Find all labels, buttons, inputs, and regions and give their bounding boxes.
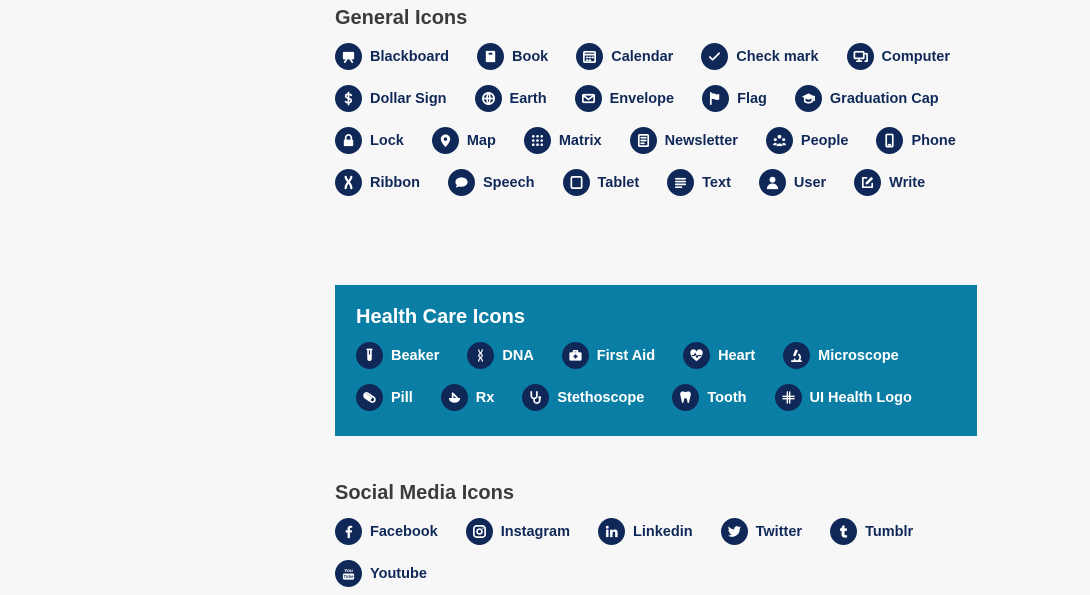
icon-link-pill[interactable] xyxy=(356,384,413,411)
icon-label: Rx xyxy=(475,389,495,406)
envelope-icon xyxy=(575,85,602,112)
icon-link-tumblr[interactable] xyxy=(830,518,913,545)
beaker-icon xyxy=(356,342,383,369)
social-media-icons-grid xyxy=(335,518,995,587)
icon-link-book[interactable] xyxy=(477,43,548,70)
speech-bubble-icon xyxy=(448,169,475,196)
icon-label: Youtube xyxy=(370,565,427,582)
icon-label: Twitter xyxy=(755,523,803,540)
icon-link-user[interactable] xyxy=(759,169,826,196)
icon-link-beaker[interactable] xyxy=(356,342,439,369)
earth-icon xyxy=(475,85,502,112)
icon-label: Instagram xyxy=(500,523,570,540)
check-mark-icon xyxy=(701,43,728,70)
icon-label: UI Health Logo xyxy=(809,389,912,406)
general-icons-heading: General Icons xyxy=(335,7,468,29)
icon-link-tablet[interactable] xyxy=(563,169,640,196)
tablet-icon xyxy=(563,169,590,196)
linkedin-icon xyxy=(598,518,625,545)
icon-label: Blackboard xyxy=(370,48,449,65)
icon-link-facebook[interactable] xyxy=(335,518,438,545)
icon-link-dollar-sign[interactable] xyxy=(335,85,447,112)
youtube-icon xyxy=(335,560,362,587)
tooth-icon xyxy=(672,384,699,411)
icon-link-matrix[interactable] xyxy=(524,127,602,154)
icon-label: Beaker xyxy=(391,347,440,364)
svg-text:You: You xyxy=(344,569,353,575)
icon-link-earth[interactable] xyxy=(475,85,547,112)
stethoscope-icon xyxy=(522,384,549,411)
icon-link-computer[interactable] xyxy=(847,43,950,70)
icon-link-ribbon[interactable] xyxy=(335,169,420,196)
icon-label: Map xyxy=(466,132,496,149)
icon-label: People xyxy=(800,132,849,149)
icon-link-tooth[interactable] xyxy=(672,384,746,411)
instagram-icon xyxy=(466,518,493,545)
icon-label: Computer xyxy=(881,48,950,65)
icon-label: Phone xyxy=(911,132,956,149)
icon-link-blackboard[interactable] xyxy=(335,43,449,70)
icon-link-lock[interactable] xyxy=(335,127,404,154)
microscope-icon xyxy=(783,342,810,369)
icon-label: Speech xyxy=(482,174,535,191)
general-icons-grid xyxy=(335,43,995,196)
icon-link-calendar[interactable] xyxy=(576,43,673,70)
icon-label: Ribbon xyxy=(370,174,420,191)
icon-link-envelope[interactable] xyxy=(575,85,674,112)
user-icon xyxy=(759,169,786,196)
icon-link-ui-health-logo[interactable] xyxy=(775,384,912,411)
newsletter-icon xyxy=(630,127,657,154)
icon-label: Book xyxy=(511,48,549,65)
blackboard-icon xyxy=(335,43,362,70)
svg-text:Tube: Tube xyxy=(343,574,354,580)
icon-label: User xyxy=(793,174,827,191)
icon-label: Check mark xyxy=(736,48,819,65)
icon-link-stethoscope[interactable] xyxy=(522,384,644,411)
text-icon xyxy=(667,169,694,196)
phone-icon xyxy=(876,127,903,154)
icon-label: DNA xyxy=(502,347,534,364)
icon-label: First Aid xyxy=(596,347,656,364)
icon-link-write[interactable] xyxy=(854,169,925,196)
icon-link-check-mark[interactable] xyxy=(701,43,818,70)
icon-link-instagram[interactable] xyxy=(466,518,570,545)
flag-icon xyxy=(702,85,729,112)
dna-icon xyxy=(467,342,494,369)
icon-label: Calendar xyxy=(611,48,674,65)
icon-link-microscope[interactable] xyxy=(783,342,899,369)
icon-link-phone[interactable] xyxy=(876,127,955,154)
icon-label: Text xyxy=(702,174,731,191)
calendar-icon xyxy=(576,43,603,70)
icon-label: Lock xyxy=(370,132,404,149)
ribbon-icon xyxy=(335,169,362,196)
tumblr-icon xyxy=(830,518,857,545)
icon-label: Newsletter xyxy=(664,132,738,149)
icon-link-newsletter[interactable] xyxy=(630,127,738,154)
icon-link-dna[interactable] xyxy=(467,342,533,369)
icon-label: Linkedin xyxy=(633,523,693,540)
icon-link-text[interactable] xyxy=(667,169,731,196)
icon-label: Facebook xyxy=(370,523,438,540)
book-icon xyxy=(477,43,504,70)
health-care-icons-heading: Health Care Icons xyxy=(356,306,525,328)
icon-link-speech[interactable] xyxy=(448,169,535,196)
icon-label: Stethoscope xyxy=(557,389,645,406)
write-icon xyxy=(854,169,881,196)
icon-label: Heart xyxy=(718,347,756,364)
map-pin-icon xyxy=(432,127,459,154)
matrix-icon xyxy=(524,127,551,154)
icon-link-graduation-cap[interactable] xyxy=(795,85,939,112)
icon-label: Envelope xyxy=(609,90,675,107)
social-media-icons-section xyxy=(335,481,995,587)
icon-label: Write xyxy=(889,174,926,191)
general-icons-section xyxy=(335,6,995,196)
icon-label: Tablet xyxy=(597,174,640,191)
icon-link-linkedin[interactable] xyxy=(598,518,693,545)
lock-icon xyxy=(335,127,362,154)
icon-label: Pill xyxy=(391,389,413,406)
ui-health-logo-icon xyxy=(775,384,802,411)
heart-icon xyxy=(683,342,710,369)
icon-label: Earth xyxy=(509,90,547,107)
icon-label: Tooth xyxy=(707,389,747,406)
twitter-icon xyxy=(721,518,748,545)
first-aid-icon xyxy=(562,342,589,369)
people-icon xyxy=(766,127,793,154)
icon-link-flag[interactable] xyxy=(702,85,767,112)
icon-link-twitter[interactable] xyxy=(721,518,802,545)
computer-icon xyxy=(847,43,874,70)
icon-link-youtube[interactable] xyxy=(335,560,427,587)
social-media-icons-heading: Social Media Icons xyxy=(335,482,514,504)
icon-label: Matrix xyxy=(558,132,602,149)
icon-link-heart[interactable] xyxy=(683,342,755,369)
icon-label: Microscope xyxy=(818,347,899,364)
icon-label: Tumblr xyxy=(865,523,914,540)
health-care-icons-grid xyxy=(356,342,956,411)
icon-label: Flag xyxy=(737,90,767,107)
graduation-cap-icon xyxy=(795,85,822,112)
icon-link-rx[interactable] xyxy=(441,384,495,411)
facebook-icon xyxy=(335,518,362,545)
icon-link-first-aid[interactable] xyxy=(562,342,655,369)
pill-icon xyxy=(356,384,383,411)
icon-link-people[interactable] xyxy=(766,127,849,154)
icon-label: Dollar Sign xyxy=(370,90,447,107)
health-care-icons-section xyxy=(335,285,977,436)
icon-label: Graduation Cap xyxy=(829,90,939,107)
dollar-sign-icon xyxy=(335,85,362,112)
rx-icon xyxy=(441,384,468,411)
icon-link-map[interactable] xyxy=(432,127,496,154)
